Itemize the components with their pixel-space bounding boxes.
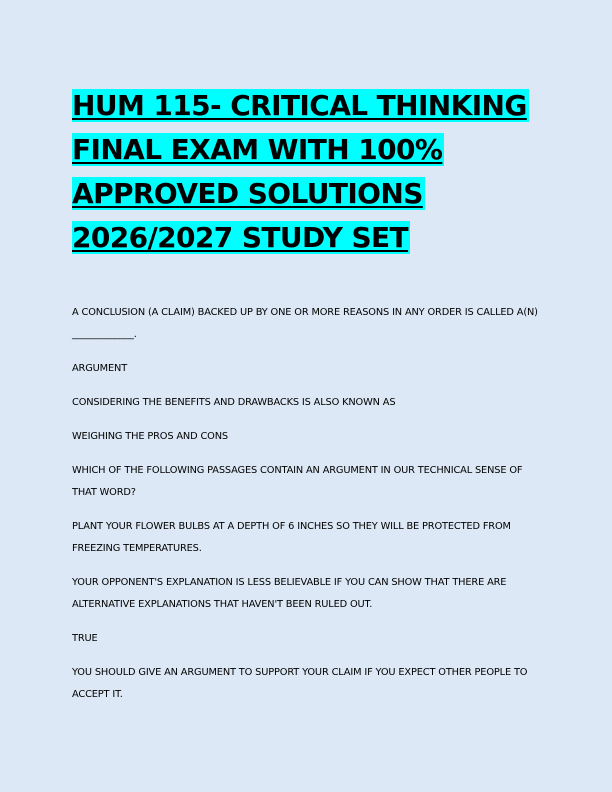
answer-text: ARGUMENT [72, 363, 128, 374]
answer-text: WEIGHING THE PROS AND CONS [72, 431, 228, 442]
question-text: CONSIDERING THE BENEFITS AND DRAWBACKS IS ALSO KNOWN AS [72, 397, 396, 408]
answer-text: PLANT YOUR FLOWER BULBS AT A DEPTH OF 6 INCHES SO THEY WILL BE PROTECTED FROM FREEZING TEMPERATURES. [72, 521, 511, 554]
title-line: 2026/2027 STUDY SET [72, 221, 409, 254]
question-text: A CONCLUSION (A CLAIM) BACKED UP BY ONE OR MORE REASONS IN ANY ORDER IS CALLED A(N) _____________. [72, 307, 538, 340]
question-text: YOU SHOULD GIVE AN ARGUMENT TO SUPPORT YOUR CLAIM IF YOU EXPECT OTHER PEOPLE TO ACCEPT IT. [72, 667, 528, 700]
title-line: APPROVED SOLUTIONS [72, 177, 423, 210]
document-title [72, 84, 542, 260]
question-list [72, 302, 542, 718]
question-text: WHICH OF THE FOLLOWING PASSAGES CONTAIN AN ARGUMENT IN OUR TECHNICAL SENSE OF THAT WORD? [72, 465, 523, 498]
title-line: HUM 115- CRITICAL THINKING [72, 89, 527, 122]
answer-text: TRUE [72, 633, 98, 644]
title-line: FINAL EXAM WITH 100% [72, 133, 443, 166]
question-text: YOUR OPPONENT'S EXPLANATION IS LESS BELIEVABLE IF YOU CAN SHOW THAT THERE ARE ALTERNATIVE EXPLANATIONS THAT HAVEN'T BEEN RULED OUT. [72, 577, 507, 610]
